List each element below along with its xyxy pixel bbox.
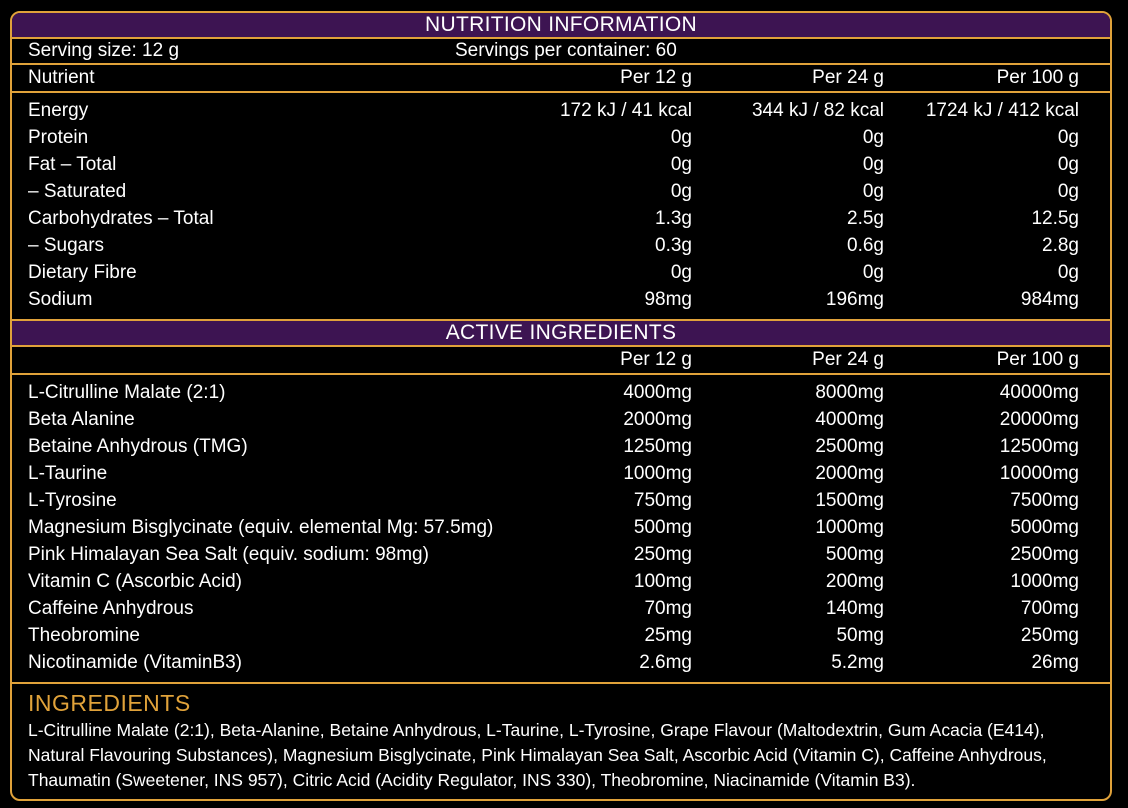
ingredient-row [12,487,1110,514]
value-per-12g: 2.6mg [639,652,692,673]
value-per-24g: 1500mg [815,490,884,511]
row-label: Vitamin C (Ascorbic Acid) [28,571,242,592]
value-per-100g: 0g [1057,262,1079,283]
row-label: – Sugars [28,235,105,256]
ingredient-row [12,406,1110,433]
value-per-24g: 5.2mg [831,652,884,673]
nutrition-table [12,93,1110,319]
row-label: Protein [28,127,89,148]
value-per-100g: 10000mg [999,463,1079,484]
row-label: Magnesium Bisglycinate (equiv. elemental Mg: 57.5mg) [28,517,494,538]
column-header-per-24g: Per 24 g [812,67,884,88]
value-per-24g: 50mg [836,625,884,646]
column-header-per-24g: Per 24 g [812,349,884,370]
column-header-nutrient: Nutrient [28,67,95,88]
value-per-24g: 0g [862,127,884,148]
nutrient-row [12,205,1110,232]
value-per-24g: 0g [862,181,884,202]
value-per-12g: 4000mg [623,382,692,403]
nutrition-header-row [12,65,1110,91]
value-per-100g: 7500mg [1010,490,1079,511]
column-header-per-12g: Per 12 g [620,349,692,370]
row-label: L-Taurine [28,463,108,484]
value-per-100g: 1724 kJ / 412 kcal [925,100,1079,121]
serving-info [12,39,1110,63]
value-per-100g: 26mg [1031,652,1079,673]
ingredient-row [12,460,1110,487]
value-per-24g: 500mg [825,544,884,565]
ingredients-section [12,684,1110,793]
value-per-100g: 20000mg [999,409,1079,430]
value-per-12g: 100mg [633,571,692,592]
row-label: Nicotinamide (VitaminB3) [28,652,243,673]
value-per-100g: 2500mg [1010,544,1079,565]
row-label: Fat – Total [28,154,117,175]
value-per-12g: 172 kJ / 41 kcal [559,100,692,121]
row-label: L-Citrulline Malate (2:1) [28,382,226,403]
row-label: L-Tyrosine [28,490,117,511]
value-per-24g: 196mg [825,289,884,310]
active-ingredients-table [12,375,1110,682]
value-per-12g: 0g [670,181,692,202]
value-per-100g: 700mg [1020,598,1079,619]
value-per-12g: 250mg [633,544,692,565]
value-per-12g: 98mg [644,289,692,310]
ingredient-row [12,622,1110,649]
value-per-24g: 2500mg [815,436,884,457]
value-per-100g: 5000mg [1010,517,1079,538]
column-header-per-100g: Per 100 g [996,349,1079,370]
column-header-per-100g: Per 100 g [996,67,1079,88]
ingredient-row [12,514,1110,541]
value-per-12g: 1250mg [623,436,692,457]
nutrient-row [12,151,1110,178]
nutrient-row [12,259,1110,286]
value-per-100g: 1000mg [1010,571,1079,592]
row-label: Carbohydrates – Total [28,208,214,229]
row-label: Caffeine Anhydrous [28,598,194,619]
value-per-12g: 750mg [633,490,692,511]
nutrient-row [12,124,1110,151]
nutrition-panel [10,11,1112,801]
value-per-24g: 200mg [825,571,884,592]
nutrient-row [12,286,1110,313]
value-per-100g: 12.5g [1031,208,1079,229]
value-per-12g: 70mg [644,598,692,619]
nutrition-title: NUTRITION INFORMATION [12,13,1110,39]
value-per-12g: 2000mg [623,409,692,430]
row-label: – Saturated [28,181,127,202]
nutrient-row [12,97,1110,124]
value-per-100g: 0g [1057,154,1079,175]
ingredient-row [12,433,1110,460]
value-per-12g: 0g [670,262,692,283]
row-label: Energy [28,100,89,121]
value-per-100g: 984mg [1020,289,1079,310]
ingredient-row [12,649,1110,676]
value-per-24g: 8000mg [815,382,884,403]
ingredient-row [12,541,1110,568]
value-per-24g: 344 kJ / 82 kcal [751,100,884,121]
servings-per-container: Servings per container: 60 [455,40,677,61]
value-per-12g: 0.3g [655,235,692,256]
row-label: Betaine Anhydrous (TMG) [28,436,248,457]
value-per-100g: 0g [1057,127,1079,148]
ingredients-text: L-Citrulline Malate (2:1), Beta-Alanine, Betaine Anhydrous, L-Taurine, L-Tyrosine, Grape Flavour (Maltodextrin, Gum Acacia (E414), Natural Flavouring Substances), Magnesium Bisglycinate, Pink Himalayan Sea Salt, Ascorbic Acid (Vitamin C), Caffeine Anhydrous, Thaumatin (Sweetener, INS 957), Citric Acid (Acidity Regulator, INS 330), Theobromine, Niacinamide (Vitamin B3). [28,720,1047,790]
value-per-24g: 140mg [825,598,884,619]
row-label: Dietary Fibre [28,262,137,283]
value-per-24g: 2.5g [847,208,884,229]
value-per-100g: 12500mg [999,436,1079,457]
value-per-12g: 500mg [633,517,692,538]
value-per-100g: 2.8g [1042,235,1079,256]
ingredients-title: INGREDIENTS [28,690,191,716]
row-label: Beta Alanine [28,409,135,430]
ingredient-row [12,595,1110,622]
ingredient-row [12,568,1110,595]
value-per-100g: 250mg [1020,625,1079,646]
value-per-100g: 0g [1057,181,1079,202]
value-per-24g: 1000mg [815,517,884,538]
active-ingredients-title: ACTIVE INGREDIENTS [12,321,1110,347]
value-per-24g: 2000mg [815,463,884,484]
value-per-12g: 25mg [644,625,692,646]
value-per-24g: 0g [862,262,884,283]
row-label: Pink Himalayan Sea Salt (equiv. sodium: 98mg) [28,544,429,565]
value-per-12g: 0g [670,127,692,148]
value-per-12g: 1000mg [623,463,692,484]
value-per-24g: 4000mg [815,409,884,430]
row-label: Sodium [28,289,93,310]
value-per-24g: 0g [862,154,884,175]
ingredient-row [12,379,1110,406]
row-label: Theobromine [28,625,140,646]
value-per-100g: 40000mg [999,382,1079,403]
active-header-row [12,347,1110,373]
nutrient-row [12,232,1110,259]
value-per-24g: 0.6g [847,235,884,256]
value-per-12g: 0g [670,154,692,175]
serving-size: Serving size: 12 g [28,40,180,61]
nutrient-row [12,178,1110,205]
column-header-per-12g: Per 12 g [620,67,692,88]
value-per-12g: 1.3g [655,208,692,229]
